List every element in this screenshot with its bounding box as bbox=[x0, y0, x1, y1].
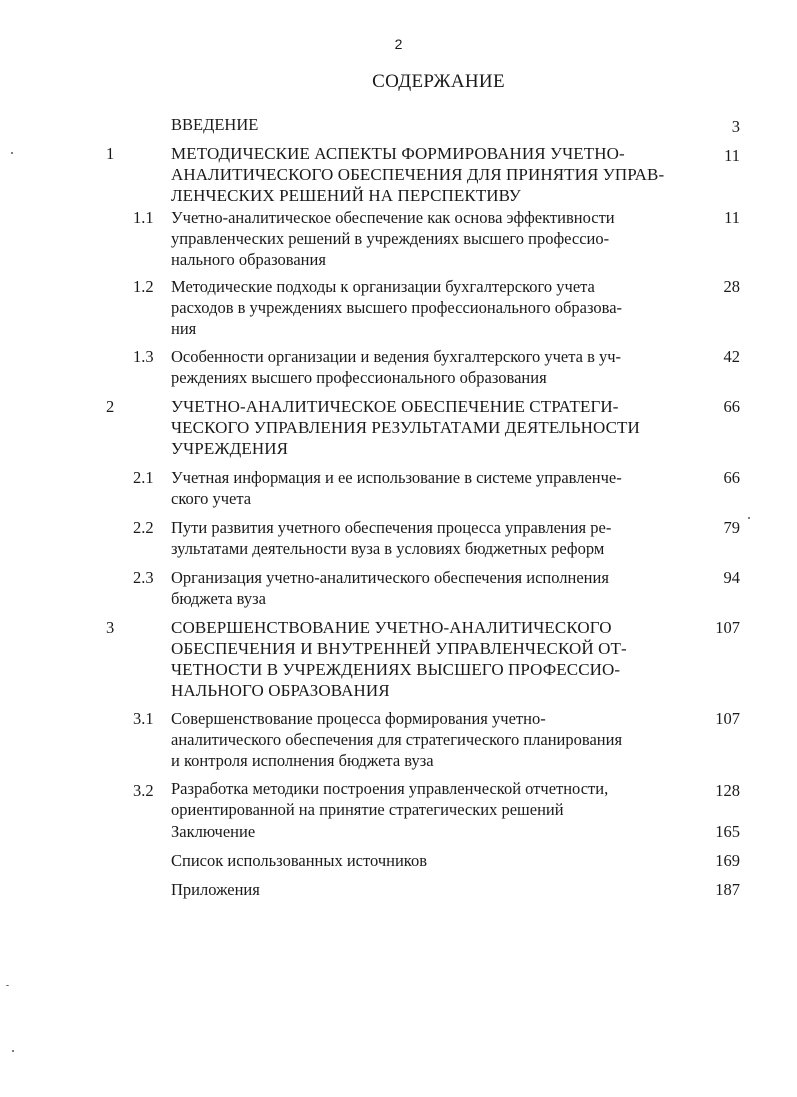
toc-title-line: Разработка методики построения управленческой отчетности, bbox=[171, 779, 609, 798]
toc-entry-page: 11 bbox=[724, 146, 740, 165]
toc-title-line: УЧЕТНО-АНАЛИТИЧЕСКОЕ ОБЕСПЕЧЕНИЕ СТРАТЕГИ- bbox=[171, 397, 619, 416]
toc-title-line: Заключение bbox=[171, 822, 256, 841]
toc-entry-page: 3 bbox=[731, 117, 740, 136]
toc-title-line: Учетно-аналитическое обеспечение как основа эффективности bbox=[171, 208, 615, 227]
toc-entry-page: 187 bbox=[715, 880, 740, 899]
scan-speck bbox=[12, 1050, 14, 1052]
toc-title-line: реждениях высшего профессионального образования bbox=[171, 368, 547, 387]
toc-entry-page: 94 bbox=[723, 568, 740, 587]
toc-title-line: ЛЕНЧЕСКИХ РЕШЕНИЙ НА ПЕРСПЕКТИВУ bbox=[171, 186, 521, 205]
toc-entry-number: 1 bbox=[106, 144, 115, 163]
toc-title-line: Совершенствование процесса формирования учетно- bbox=[171, 709, 546, 728]
toc-entry-title bbox=[171, 517, 691, 559]
toc-entry-title bbox=[171, 778, 691, 820]
toc-entry-title bbox=[171, 346, 691, 388]
toc-entry-number: 1.1 bbox=[133, 208, 154, 227]
scan-speck bbox=[11, 152, 13, 154]
toc-entry-page: 28 bbox=[723, 277, 740, 296]
toc-entry-page: 42 bbox=[723, 347, 740, 366]
toc-title-line: бюджета вуза bbox=[171, 589, 266, 608]
toc-entry-title bbox=[171, 708, 691, 771]
toc-title-line: СОВЕРШЕНСТВОВАНИЕ УЧЕТНО-АНАЛИТИЧЕСКОГО bbox=[171, 618, 612, 637]
page-number: 2 bbox=[394, 36, 403, 52]
toc-title-line: Приложения bbox=[171, 880, 260, 899]
toc-title-line: ЧЕТНОСТИ В УЧРЕЖДЕНИЯХ ВЫСШЕГО ПРОФЕССИО- bbox=[171, 660, 621, 679]
toc-entry-title bbox=[171, 617, 691, 701]
toc-entry-page: 66 bbox=[723, 397, 740, 416]
toc-entry-number: 3.2 bbox=[133, 781, 154, 800]
toc-title-line: НАЛЬНОГО ОБРАЗОВАНИЯ bbox=[171, 681, 390, 700]
toc-entry-number: 2 bbox=[106, 397, 115, 416]
toc-title-line: ского учета bbox=[171, 489, 252, 508]
toc-entry-number: 3 bbox=[106, 618, 115, 637]
toc-entry-title bbox=[171, 821, 691, 842]
toc-entry-title bbox=[171, 879, 691, 900]
toc-title-line: МЕТОДИЧЕСКИЕ АСПЕКТЫ ФОРМИРОВАНИЯ УЧЕТНО- bbox=[171, 144, 625, 163]
toc-entry-title bbox=[171, 114, 691, 135]
toc-title-line: зультатами деятельности вуза в условиях бюджетных реформ bbox=[171, 539, 605, 558]
toc-title-line: нального образования bbox=[171, 250, 326, 269]
toc-title-line: расходов в учреждениях высшего профессионального образова- bbox=[171, 298, 623, 317]
toc-entry-page: 66 bbox=[723, 468, 740, 487]
toc-entry-page: 11 bbox=[724, 208, 740, 227]
toc-title-line: ЧЕСКОГО УПРАВЛЕНИЯ РЕЗУЛЬТАТАМИ ДЕЯТЕЛЬНОСТИ bbox=[171, 418, 640, 437]
toc-entry-title bbox=[171, 567, 691, 609]
toc-title-line: и контроля исполнения бюджета вуза bbox=[171, 751, 434, 770]
toc-title-line: ВВЕДЕНИЕ bbox=[171, 115, 259, 134]
toc-entry-title bbox=[171, 396, 691, 459]
toc-entry-number: 2.3 bbox=[133, 568, 154, 587]
toc-entry-title bbox=[171, 143, 691, 206]
toc-entry-title bbox=[171, 850, 691, 871]
toc-title-line: Организация учетно-аналитического обеспечения исполнения bbox=[171, 568, 609, 587]
toc-entry-page: 128 bbox=[715, 781, 740, 800]
toc-entry-page: 107 bbox=[715, 709, 740, 728]
toc-title-line: ОБЕСПЕЧЕНИЯ И ВНУТРЕННЕЙ УПРАВЛЕНЧЕСКОЙ ОТ- bbox=[171, 639, 627, 658]
toc-entry-page: 169 bbox=[715, 851, 740, 870]
toc-title-line: ориентированной на принятие стратегических решений bbox=[171, 800, 564, 819]
toc-entry-number: 1.3 bbox=[133, 347, 154, 366]
toc-title-line: Особенности организации и ведения бухгалтерского учета в уч- bbox=[171, 347, 622, 366]
toc-entry-number: 2.1 bbox=[133, 468, 154, 487]
page-title: СОДЕРЖАНИЕ bbox=[372, 71, 505, 92]
toc-title-line: аналитического обеспечения для стратегического планирования bbox=[171, 730, 623, 749]
toc-entry-title bbox=[171, 467, 691, 509]
toc-title-line: Учетная информация и ее использование в системе управленче- bbox=[171, 468, 622, 487]
toc-title-line: ния bbox=[171, 319, 197, 338]
toc-title-line: АНАЛИТИЧЕСКОГО ОБЕСПЕЧЕНИЯ ДЛЯ ПРИНЯТИЯ УПРАВ- bbox=[171, 165, 665, 184]
toc-entry-number: 2.2 bbox=[133, 518, 154, 537]
scan-speck bbox=[748, 517, 750, 519]
toc-entry-page: 107 bbox=[715, 618, 740, 637]
toc-entry-page: 79 bbox=[723, 518, 740, 537]
toc-entry-page: 165 bbox=[715, 822, 740, 841]
toc-entry-number: 1.2 bbox=[133, 277, 154, 296]
toc-entry-title bbox=[171, 207, 691, 270]
toc-title-line: Пути развития учетного обеспечения процесса управления ре- bbox=[171, 518, 612, 537]
toc-title-line: УЧРЕЖДЕНИЯ bbox=[171, 439, 289, 458]
toc-title-line: Методические подходы к организации бухгалтерского учета bbox=[171, 277, 595, 296]
toc-title-line: управленческих решений в учреждениях высшего профессио- bbox=[171, 229, 610, 248]
toc-entry-title bbox=[171, 276, 691, 339]
toc-title-line: Список использованных источников bbox=[171, 851, 427, 870]
toc-entry-number: 3.1 bbox=[133, 709, 154, 728]
scan-speck bbox=[6, 985, 9, 986]
